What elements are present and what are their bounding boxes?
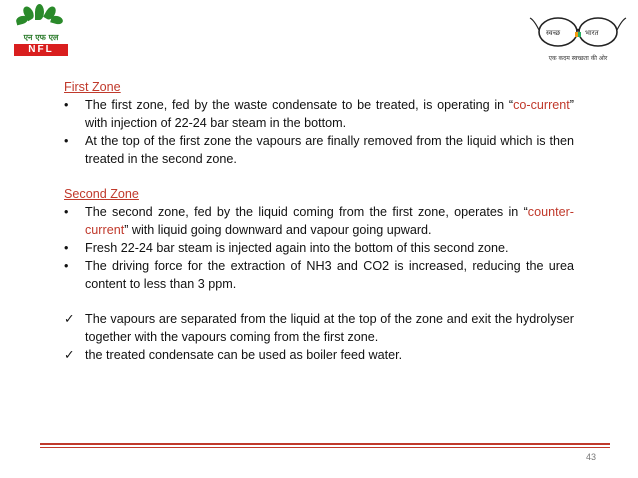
list-item: ✓ The vapours are separated from the liquid at the top of the zone and exit the hydrolyser together with the vapours coming from the first zone. <box>64 312 574 344</box>
list-item: • At the top of the first zone the vapours are finally removed from the liquid which is then treated in the second zone. <box>64 134 574 166</box>
logo-abbr: NFL <box>14 44 68 56</box>
bullet-icon: • <box>64 205 69 219</box>
slide-content <box>64 78 574 364</box>
list-item: • The first zone, fed by the waste condensate to be treated, is operating in “co-current” with injection of 22-24 bar steam in the bottom. <box>64 98 574 130</box>
counter-current-term: counter-current <box>85 205 574 237</box>
checkmark-icon: ✓ <box>64 348 75 362</box>
list-item: • The driving force for the extraction of NH3 and CO2 is increased, reducing the urea content to less than 3 ppm. <box>64 259 574 291</box>
swachh-tagline: एक कदम स्वच्छता की ओर <box>548 55 608 62</box>
footer-divider <box>40 443 610 445</box>
page-number: 43 <box>586 452 597 462</box>
bharat-word: भारत <box>585 29 599 37</box>
logo-hindi-name: एन एफ एल <box>23 33 59 42</box>
co-current-term: co-current <box>513 98 570 112</box>
leaf-icon <box>35 4 44 20</box>
second-zone-list <box>64 203 574 293</box>
bullet-icon: • <box>64 98 69 112</box>
list-item: • The second zone, fed by the liquid coming from the first zone, operates in “counter-current” with liquid going downward and vapour going upward. <box>64 205 574 237</box>
list-item: ✓ the treated condensate can be used as boiler feed water. <box>64 348 403 362</box>
bullet-icon: • <box>64 259 69 273</box>
bullet-icon: • <box>64 134 69 148</box>
first-zone-list <box>64 96 574 168</box>
swachh-word: स्वच्छ <box>546 29 561 37</box>
first-zone-heading: First Zone <box>64 80 121 94</box>
leaf-icon <box>50 15 64 26</box>
swachh-bharat-logo <box>528 10 628 64</box>
checkmark-list <box>64 310 574 364</box>
spectacles-icon <box>528 10 628 54</box>
footer-divider-thin <box>40 447 610 448</box>
second-zone-heading: Second Zone <box>64 187 139 201</box>
leaf-icon <box>15 15 29 26</box>
bullet-icon: • <box>64 241 69 255</box>
nfl-logo <box>6 4 68 54</box>
checkmark-icon: ✓ <box>64 312 75 326</box>
list-item: • Fresh 22-24 bar steam is injected again into the bottom of this second zone. <box>64 241 509 255</box>
